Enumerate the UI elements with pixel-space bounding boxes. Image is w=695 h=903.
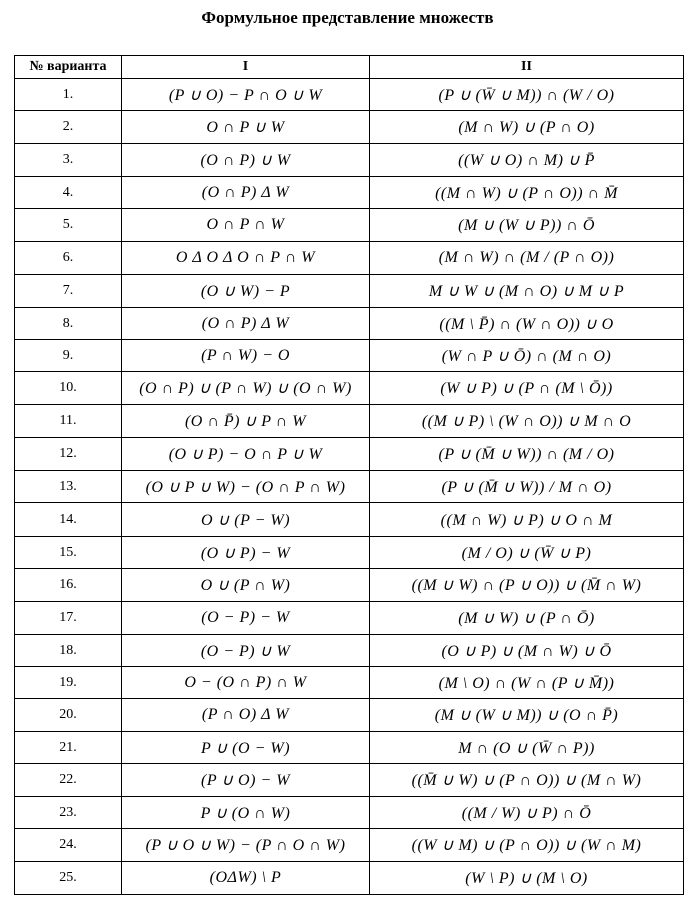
formula-i: (P ∪ O ∪ W) − (P ∩ O ∩ W) (122, 829, 370, 862)
formula-ii: (P ∪ (M̄ ∪ W)) ∩ (M / O) (370, 438, 684, 471)
page-title: Формульное представление множеств (201, 8, 494, 27)
table-row (15, 471, 684, 503)
formula-i: (O ∪ P) − O ∩ P ∪ W (122, 438, 370, 471)
formula-ii: ((M ∩ W) ∪ P) ∪ O ∩ M (370, 503, 684, 537)
table-row (15, 537, 684, 569)
formula-i: O ∩ P ∩ W (122, 209, 370, 242)
table-row (15, 177, 684, 209)
formula-i: O ∪ (P − W) (122, 503, 370, 537)
formula-ii: ((M / W) ∪ P) ∩ Ō (370, 797, 684, 829)
table-row (15, 144, 684, 177)
table-row (15, 829, 684, 862)
formula-i: (O ∩ P) ∪ (P ∩ W) ∪ (O ∩ W) (122, 372, 370, 405)
formula-ii: (W ∩ P ∪ Ō) ∩ (M ∩ O) (370, 340, 684, 372)
table-row (15, 275, 684, 308)
formula-ii: (W \ P) ∪ (M \ O) (370, 862, 684, 895)
formula-ii: (P ∪ (M̄ ∪ W)) / M ∩ O) (370, 471, 684, 503)
formula-i: O Δ O Δ O ∩ P ∩ W (122, 242, 370, 275)
table-row (15, 209, 684, 242)
formula-i: O − (O ∩ P) ∩ W (122, 667, 370, 699)
formula-ii: (P ∪ (W̄ ∪ M)) ∩ (W / O) (370, 79, 684, 111)
variant-number: 8. (15, 308, 122, 340)
formula-ii: M ∪ W ∪ (M ∩ O) ∪ M ∪ P (370, 275, 684, 308)
variant-number: 5. (15, 209, 122, 242)
variant-number: 18. (15, 635, 122, 667)
formula-i: O ∩ P ∪ W (122, 111, 370, 144)
header-column-ii: II (370, 56, 684, 79)
table-row (15, 797, 684, 829)
variant-number: 13. (15, 471, 122, 503)
header-variant: № варианта (15, 56, 122, 79)
formula-ii: ((M ∪ W) ∩ (P ∪ O)) ∪ (M̄ ∩ W) (370, 569, 684, 602)
table-row (15, 667, 684, 699)
formula-i: (P ∩ W) − O (122, 340, 370, 372)
table-row (15, 405, 684, 438)
table-row (15, 732, 684, 764)
formula-i: (O − P) − W (122, 602, 370, 635)
variant-number: 7. (15, 275, 122, 308)
table-row (15, 372, 684, 405)
variant-number: 22. (15, 764, 122, 797)
table-row (15, 699, 684, 732)
formula-ii: (W ∪ P) ∪ (P ∩ (M \ Ō)) (370, 372, 684, 405)
formula-i: (O ∩ P) Δ W (122, 177, 370, 209)
formula-ii: ((W ∪ O) ∩ M) ∪ P̄ (370, 144, 684, 177)
table-row (15, 569, 684, 602)
variant-number: 9. (15, 340, 122, 372)
formula-i: (O ∩ P) ∪ W (122, 144, 370, 177)
table-row (15, 503, 684, 537)
formula-ii: ((W ∪ M) ∪ (P ∩ O)) ∪ (W ∩ M) (370, 829, 684, 862)
formula-ii: (M \ O) ∩ (W ∩ (P ∪ M̄)) (370, 667, 684, 699)
formula-i: (O − P) ∪ W (122, 635, 370, 667)
table-row (15, 635, 684, 667)
formula-i: (P ∩ O) Δ W (122, 699, 370, 732)
formula-ii: ((M̄ ∪ W) ∪ (P ∩ O)) ∪ (M ∩ W) (370, 764, 684, 797)
table-header-row (15, 56, 684, 79)
variant-number: 19. (15, 667, 122, 699)
variant-number: 6. (15, 242, 122, 275)
formula-i: (P ∪ O) − W (122, 764, 370, 797)
variant-number: 17. (15, 602, 122, 635)
formula-ii: (M ∩ W) ∪ (P ∩ O) (370, 111, 684, 144)
variant-number: 20. (15, 699, 122, 732)
variant-number: 11. (15, 405, 122, 438)
table-row (15, 438, 684, 471)
variant-number: 21. (15, 732, 122, 764)
formula-i: P ∪ (O ∩ W) (122, 797, 370, 829)
formula-ii: (M ∪ (W ∪ M)) ∪ (O ∩ P̄) (370, 699, 684, 732)
variant-number: 25. (15, 862, 122, 895)
formula-i: O ∪ (P ∩ W) (122, 569, 370, 602)
formula-ii: ((M ∪ P) \ (W ∩ O)) ∪ M ∩ O (370, 405, 684, 438)
table-row (15, 308, 684, 340)
variant-number: 3. (15, 144, 122, 177)
formula-i: (P ∪ O) − P ∩ O ∪ W (122, 79, 370, 111)
formula-i: (O ∪ P ∪ W) − (O ∩ P ∩ W) (122, 471, 370, 503)
variant-number: 1. (15, 79, 122, 111)
table-row (15, 242, 684, 275)
formula-ii: (M ∪ (W ∪ P)) ∩ Ō (370, 209, 684, 242)
formula-table (14, 55, 684, 895)
table-row (15, 764, 684, 797)
formula-ii: ((M ∩ W) ∪ (P ∩ O)) ∩ M̄ (370, 177, 684, 209)
variant-number: 24. (15, 829, 122, 862)
header-column-i: I (122, 56, 370, 79)
variant-number: 12. (15, 438, 122, 471)
formula-ii: M ∩ (O ∪ (W̄ ∩ P)) (370, 732, 684, 764)
formula-i: (O ∩ P̄) ∪ P ∩ W (122, 405, 370, 438)
variant-number: 10. (15, 372, 122, 405)
variant-number: 4. (15, 177, 122, 209)
formula-i: (OΔW) \ P (122, 862, 370, 895)
variant-number: 2. (15, 111, 122, 144)
formula-ii: (O ∪ P) ∪ (M ∩ W) ∪ Ō (370, 635, 684, 667)
variant-number: 16. (15, 569, 122, 602)
table-row (15, 340, 684, 372)
variant-number: 23. (15, 797, 122, 829)
table-row (15, 602, 684, 635)
formula-ii: (M / O) ∪ (W̄ ∪ P) (370, 537, 684, 569)
formula-ii: (M ∪ W) ∪ (P ∩ Ō) (370, 602, 684, 635)
formula-i: (O ∪ W) − P (122, 275, 370, 308)
variant-number: 14. (15, 503, 122, 537)
variant-number: 15. (15, 537, 122, 569)
table-row (15, 111, 684, 144)
formula-i: (O ∪ P) − W (122, 537, 370, 569)
table-row (15, 862, 684, 895)
formula-ii: ((M \ P̄) ∩ (W ∩ O)) ∪ O (370, 308, 684, 340)
formula-ii: (M ∩ W) ∩ (M / (P ∩ O)) (370, 242, 684, 275)
formula-i: P ∪ (O − W) (122, 732, 370, 764)
formula-i: (O ∩ P) Δ W (122, 308, 370, 340)
table-row (15, 79, 684, 111)
